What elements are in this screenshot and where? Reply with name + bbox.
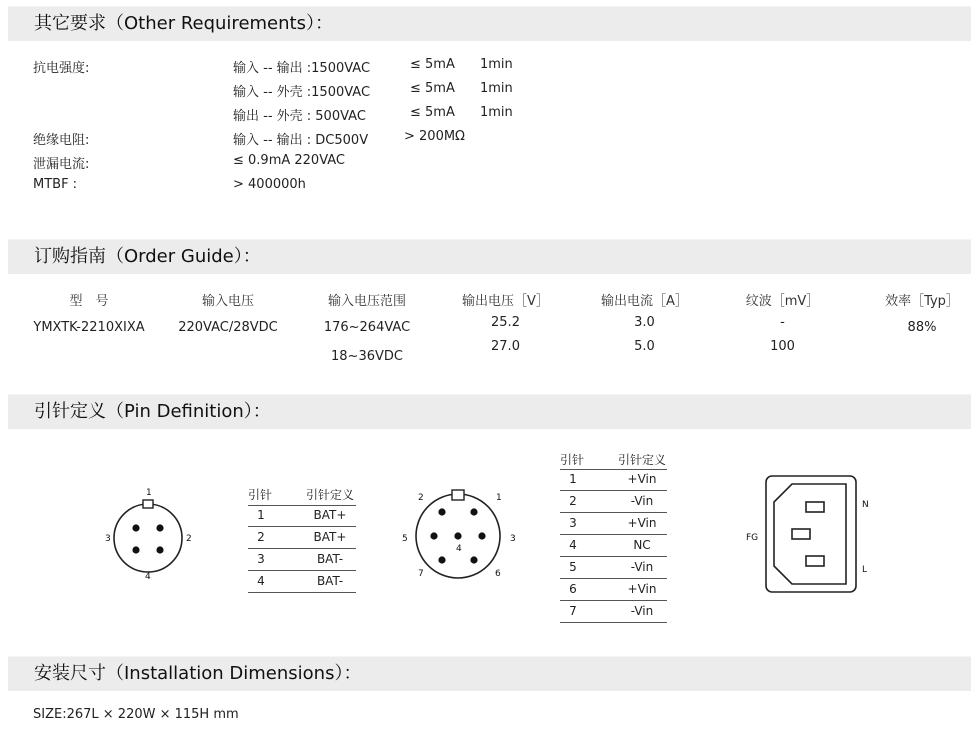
withstand-line-3: 输出 -- 外壳 : 500VAC	[233, 109, 366, 124]
table-row	[560, 469, 667, 491]
inlet-outer-frame	[766, 476, 856, 592]
section-header-order-guide	[8, 239, 971, 274]
order-header-efficiency: 效率［Typ］	[885, 294, 959, 309]
iec-label-l: L	[862, 565, 868, 575]
pin-number: 1	[257, 508, 265, 522]
pin-number: 1	[569, 472, 577, 486]
pin-label-2: 2	[186, 534, 192, 544]
pin-function: +Vin	[627, 472, 657, 486]
pin-function: -Vin	[630, 560, 654, 574]
pin-function: +Vin	[627, 516, 657, 530]
pin-number: 2	[569, 494, 577, 508]
table-row	[248, 505, 356, 527]
pin-dot	[132, 546, 139, 553]
pin-label-1: 1	[496, 493, 502, 503]
section-title: 其它要求（Other Requirements）：	[34, 13, 333, 34]
section-header-installation	[8, 656, 971, 691]
pin-label-5: 5	[402, 534, 408, 544]
section-header-other-requirements	[8, 6, 971, 41]
order-input-range-ac: 176~264VAC	[323, 320, 411, 335]
order-header-output-voltage: 输出电压［V］	[462, 294, 549, 309]
table-row	[248, 549, 356, 571]
pin-dot	[454, 532, 461, 539]
pin-label-6: 6	[495, 569, 501, 579]
pin-number: 2	[257, 530, 265, 544]
order-efficiency: 88%	[907, 320, 937, 335]
pin-label-2: 2	[418, 493, 424, 503]
pin-dot	[132, 524, 139, 531]
pin-number: 5	[569, 560, 577, 574]
pin-dot	[156, 524, 163, 531]
withstand-line-1-current: ≤ 5mA	[410, 57, 455, 72]
pin-dot	[438, 508, 445, 515]
insulation-value: 输入 -- 输出 : DC500V	[233, 133, 369, 148]
pin-dot	[470, 508, 477, 515]
pin-label-4: 4	[145, 572, 151, 582]
pin-dot	[438, 556, 445, 563]
order-ripple-2: 100	[770, 339, 795, 354]
order-input-range-dc: 18~36VDC	[331, 349, 403, 364]
pin-number: 4	[257, 574, 265, 588]
pin-table-1-header-pin: 引针	[248, 488, 273, 502]
inlet-pin-n	[806, 502, 824, 512]
leakage-value: ≤ 0.9mA 220VAC	[233, 153, 346, 168]
pin-dot	[478, 532, 485, 539]
insulation-label: 绝缘电阻:	[33, 133, 90, 148]
order-header-ripple: 纹波［mV］	[745, 294, 820, 309]
pin-label-1: 1	[146, 488, 152, 498]
mtbf-value: > 400000h	[233, 177, 306, 192]
pin-function: BAT+	[313, 508, 347, 522]
pin-label-7: 7	[418, 569, 424, 579]
section-title: 订购指南（Order Guide）：	[34, 246, 261, 267]
table-row	[560, 491, 667, 513]
pin-function: -Vin	[630, 494, 654, 508]
withstand-line-2-current: ≤ 5mA	[410, 81, 455, 96]
table-row	[248, 571, 356, 593]
connector-key	[452, 490, 464, 500]
iec-label-n: N	[862, 500, 869, 510]
leakage-label: 泄漏电流:	[33, 157, 90, 172]
pin-dot	[156, 546, 163, 553]
order-header-output-current: 输出电流［A］	[601, 294, 688, 309]
pin-table-2-header-pin: 引针	[560, 453, 585, 467]
iec-label-fg: FG	[746, 533, 759, 543]
withstand-line-3-current: ≤ 5mA	[410, 105, 455, 120]
section-header-pin-definition	[8, 394, 971, 429]
pin-label-4: 4	[456, 544, 462, 554]
order-output-current-1: 3.0	[634, 315, 655, 330]
section-title: 安装尺寸（Installation Dimensions）：	[34, 663, 362, 684]
pin-label-3: 3	[510, 534, 516, 544]
order-model: YMXTK-2210XIXA	[33, 320, 145, 335]
pin-table-2-header-def: 引针定义	[617, 453, 666, 467]
pin-number: 3	[257, 552, 265, 566]
order-output-voltage-1: 25.2	[491, 315, 520, 330]
pin-label-3: 3	[105, 534, 111, 544]
withstand-line-2: 输入 -- 外壳 :1500VAC	[233, 85, 371, 100]
withstand-line-3-time: 1min	[480, 105, 513, 120]
withstand-line-1-time: 1min	[480, 57, 513, 72]
order-ripple-1: -	[780, 315, 785, 330]
table-row	[560, 601, 667, 623]
pin-table-1	[248, 485, 356, 595]
pin-dot	[430, 532, 437, 539]
pin-number: 3	[569, 516, 577, 530]
table-row	[560, 513, 667, 535]
connector-7pin-diagram	[398, 484, 520, 584]
pin-function: NC	[633, 538, 651, 552]
order-header-input-voltage: 输入电压	[201, 294, 254, 309]
pin-number: 7	[569, 604, 577, 618]
withstand-line-2-time: 1min	[480, 81, 513, 96]
table-row	[560, 535, 667, 557]
connector-body	[114, 504, 182, 572]
connector-key	[143, 500, 153, 508]
pin-table-2	[560, 450, 667, 622]
table-row	[560, 557, 667, 579]
insulation-resistance: > 200MΩ	[404, 129, 465, 144]
order-output-voltage-2: 27.0	[491, 339, 520, 354]
pin-function: BAT-	[316, 552, 344, 566]
order-input-voltage: 220VAC/28VDC	[178, 320, 278, 335]
pin-table-1-header-def: 引针定义	[305, 488, 354, 502]
order-header-input-range: 输入电压范围	[327, 294, 406, 309]
section-title: 引针定义（Pin Definition）：	[34, 401, 271, 422]
order-header-model: 型 号	[69, 294, 109, 309]
pin-number: 4	[569, 538, 577, 552]
iec-inlet-diagram	[740, 470, 880, 600]
pin-function: +Vin	[627, 582, 657, 596]
withstand-voltage-label: 抗电强度:	[33, 61, 90, 76]
pin-function: BAT-	[316, 574, 344, 588]
pin-dot	[470, 556, 477, 563]
table-row	[560, 579, 667, 601]
pin-function: BAT+	[313, 530, 347, 544]
connector-4pin-diagram	[100, 486, 200, 586]
inlet-pin-fg	[792, 529, 810, 539]
pin-function: -Vin	[630, 604, 654, 618]
installation-size: SIZE:267L × 220W × 115H mm	[33, 707, 239, 722]
withstand-line-1: 输入 -- 输出 :1500VAC	[233, 61, 371, 76]
inlet-pin-l	[806, 556, 824, 566]
table-row	[248, 527, 356, 549]
mtbf-label: MTBF :	[33, 177, 78, 192]
order-output-current-2: 5.0	[634, 339, 655, 354]
pin-number: 6	[569, 582, 577, 596]
